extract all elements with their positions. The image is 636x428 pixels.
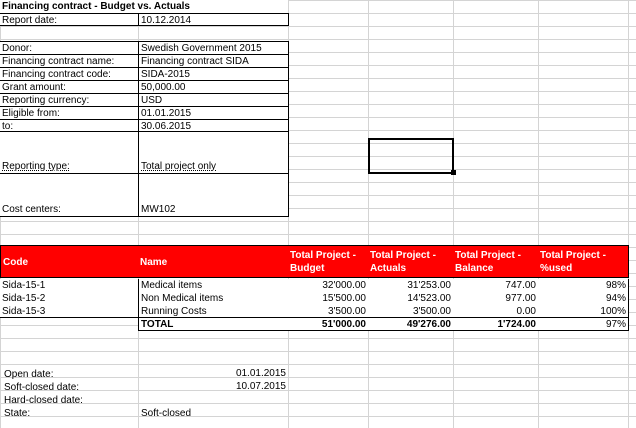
fill-handle[interactable] xyxy=(451,170,456,175)
info-value[interactable]: 01.01.2015 xyxy=(138,106,289,119)
info-label[interactable]: Reporting type: xyxy=(2,161,70,172)
status-label[interactable]: Soft-closed date: xyxy=(4,382,80,393)
info-label[interactable]: Report date: xyxy=(0,13,139,26)
info-value[interactable]: Total project only xyxy=(141,161,217,172)
table-cell-actuals[interactable]: 31'253.00 xyxy=(368,279,454,292)
info-value[interactable]: 10.12.2014 xyxy=(138,13,289,26)
grid-line xyxy=(538,0,539,428)
table-cell-used[interactable]: 100% xyxy=(538,305,629,318)
table-cell-code[interactable]: Sida-15-1 xyxy=(0,279,139,292)
info-label[interactable]: Reporting currency: xyxy=(0,93,139,106)
table-cell-balance[interactable]: 977.00 xyxy=(453,292,539,305)
table-cell-budget[interactable]: 32'000.00 xyxy=(288,279,369,292)
table-cell-actuals[interactable]: 3'500.00 xyxy=(368,305,454,318)
table-cell-code[interactable]: Sida-15-2 xyxy=(0,292,139,305)
total-used[interactable]: 97% xyxy=(538,318,629,331)
table-cell-name[interactable]: Non Medical items xyxy=(138,292,289,305)
info-value[interactable]: SIDA-2015 xyxy=(138,67,289,80)
status-label[interactable]: Open date: xyxy=(4,369,54,380)
info-label[interactable]: Eligible from: xyxy=(0,106,139,119)
table-cell-used[interactable]: 98% xyxy=(538,279,629,292)
table-cell-used[interactable]: 94% xyxy=(538,292,629,305)
table-cell-balance[interactable]: 747.00 xyxy=(453,279,539,292)
status-value[interactable]: Soft-closed xyxy=(141,408,192,419)
info-value[interactable]: USD xyxy=(138,93,289,106)
info-label[interactable]: Grant amount: xyxy=(0,80,139,93)
status-value[interactable]: 10.07.2015 xyxy=(235,381,286,392)
table-header-name[interactable]: Name xyxy=(138,245,289,278)
info-value[interactable]: MW102 xyxy=(141,204,176,215)
table-header-used[interactable]: Total Project - %used xyxy=(538,245,629,278)
grid-line xyxy=(628,0,629,428)
total-label[interactable]: TOTAL xyxy=(138,318,289,331)
info-label[interactable]: Donor: xyxy=(0,41,139,54)
table-header-balance[interactable]: Total Project - Balance xyxy=(453,245,539,278)
grid-line xyxy=(368,0,369,428)
total-actuals[interactable]: 49'276.00 xyxy=(368,318,454,331)
report-title: Financing contract - Budget vs. Actuals xyxy=(0,0,288,13)
info-value[interactable]: Swedish Government 2015 xyxy=(138,41,289,54)
status-label[interactable]: State: xyxy=(4,408,31,419)
status-label[interactable]: Hard-closed date: xyxy=(4,395,83,406)
info-label[interactable]: Financing contract code: xyxy=(0,67,139,80)
total-balance[interactable]: 1'724.00 xyxy=(453,318,539,331)
table-header-budget[interactable]: Total Project - Budget xyxy=(288,245,369,278)
table-cell-budget[interactable]: 15'500.00 xyxy=(288,292,369,305)
table-cell-code[interactable]: Sida-15-3 xyxy=(0,305,139,318)
info-label[interactable]: to: xyxy=(0,119,139,132)
info-value[interactable]: Financing contract SIDA xyxy=(138,54,289,67)
table-cell-balance[interactable]: 0.00 xyxy=(453,305,539,318)
info-label[interactable]: Financing contract name: xyxy=(0,54,139,67)
table-header-code[interactable]: Code xyxy=(0,245,139,278)
status-value[interactable]: 01.01.2015 xyxy=(235,368,286,379)
table-cell-name[interactable]: Medical items xyxy=(138,279,289,292)
table-cell-actuals[interactable]: 14'523.00 xyxy=(368,292,454,305)
info-label[interactable]: Cost centers: xyxy=(2,204,61,215)
grid-line xyxy=(453,0,454,428)
table-cell-name[interactable]: Running Costs xyxy=(138,305,289,318)
table-cell-budget[interactable]: 3'500.00 xyxy=(288,305,369,318)
table-header-actuals[interactable]: Total Project - Actuals xyxy=(368,245,454,278)
total-budget[interactable]: 51'000.00 xyxy=(288,318,369,331)
info-value[interactable]: 30.06.2015 xyxy=(138,119,289,132)
info-value[interactable]: 50,000.00 xyxy=(138,80,289,93)
selected-cell[interactable] xyxy=(368,138,454,174)
